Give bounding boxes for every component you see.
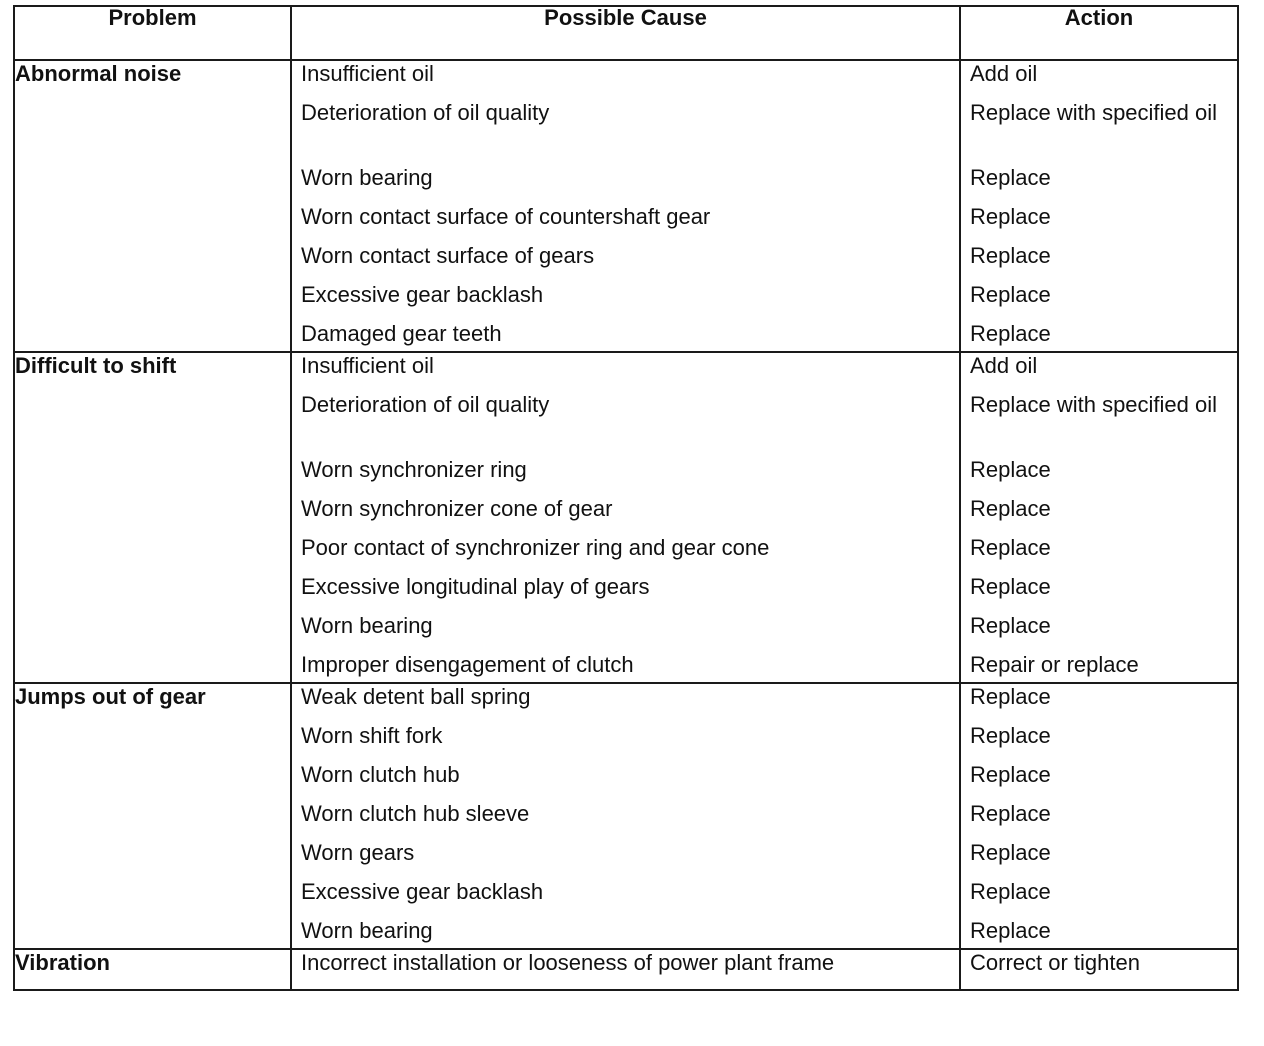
cause-text: Insufficient oil [301,61,434,86]
action-cell [960,352,1238,683]
cause-item [292,574,959,613]
cause-text: Deterioration of oil quality [301,392,550,417]
cause-item [292,61,959,100]
table-row [14,949,1238,990]
cause-text: Improper disengagement of clutch [301,652,634,677]
action-text: Replace with specified oil [970,100,1218,125]
action-text: Replace [970,165,1051,190]
header-problem: Problem [14,6,291,60]
cause-text: Worn bearing [301,165,433,190]
cause-item [292,282,959,321]
action-item [961,496,1237,535]
cause-text: Worn clutch hub [301,762,460,787]
action-item [961,353,1237,392]
action-text: Replace [970,496,1051,521]
cause-item [292,879,959,918]
header-action: Action [960,6,1238,60]
action-item [961,762,1237,801]
action-item [961,723,1237,762]
action-text: Add oil [970,353,1038,378]
action-item [961,801,1237,840]
cause-text: Worn synchronizer cone of gear [301,496,613,521]
cause-item [292,723,959,762]
cause-item [292,204,959,243]
cause-item [292,840,959,879]
action-item [961,684,1237,723]
action-text: Replace [970,321,1051,346]
action-item [961,61,1237,100]
action-item [961,100,1237,165]
action-text: Replace [970,243,1051,268]
action-item [961,392,1237,457]
cause-text: Worn bearing [301,918,433,943]
action-text: Correct or tighten [970,950,1140,975]
cause-cell [291,683,960,949]
action-item [961,282,1237,321]
action-item [961,918,1237,948]
problem-cell: Difficult to shift [14,352,291,683]
table-row [14,683,1238,949]
cause-text: Worn synchronizer ring [301,457,527,482]
cause-text: Excessive longitudinal play of gears [301,574,650,599]
action-text: Replace with specified oil [970,392,1218,417]
action-text: Replace [970,535,1051,560]
cause-cell [291,352,960,683]
troubleshooting-table [13,5,1239,991]
action-item [961,321,1237,351]
cause-text: Worn contact surface of countershaft gear [301,204,711,229]
action-item [961,950,1237,989]
cause-text: Worn shift fork [301,723,443,748]
cause-text: Weak detent ball spring [301,684,531,709]
cause-text: Insufficient oil [301,353,434,378]
cause-item [292,353,959,392]
action-text: Replace [970,684,1051,709]
cause-item [292,918,959,948]
cause-text: Excessive gear backlash [301,282,544,307]
header-row [14,6,1238,60]
cause-text: Damaged gear teeth [301,321,502,346]
cause-text: Incorrect installation or looseness of power plant frame [301,950,835,975]
action-item [961,652,1237,682]
cause-item [292,652,959,682]
cause-item [292,801,959,840]
table-body [14,60,1238,990]
action-item [961,535,1237,574]
cause-cell [291,60,960,352]
cause-text: Worn clutch hub sleeve [301,801,530,826]
action-text: Replace [970,840,1051,865]
cause-text: Worn contact surface of gears [301,243,595,268]
table-row [14,60,1238,352]
cause-item [292,684,959,723]
action-item [961,840,1237,879]
cause-text: Deterioration of oil quality [301,100,550,125]
action-item [961,457,1237,496]
cause-text: Excessive gear backlash [301,879,544,904]
action-item [961,879,1237,918]
action-item [961,613,1237,652]
action-text: Replace [970,613,1051,638]
action-item [961,165,1237,204]
action-item [961,574,1237,613]
action-cell [960,60,1238,352]
cause-item [292,496,959,535]
action-item [961,243,1237,282]
cause-item [292,100,959,165]
cause-item [292,535,959,574]
action-text: Replace [970,204,1051,229]
action-text: Replace [970,879,1051,904]
table-row [14,352,1238,683]
cause-item [292,392,959,457]
cause-item [292,762,959,801]
action-cell [960,683,1238,949]
action-item [961,204,1237,243]
action-text: Replace [970,574,1051,599]
cause-item [292,165,959,204]
action-cell [960,949,1238,990]
problem-cell: Vibration [14,949,291,990]
action-text: Replace [970,723,1051,748]
cause-cell [291,949,960,990]
header-possible-cause: Possible Cause [291,6,960,60]
cause-text: Poor contact of synchronizer ring and gear cone [301,535,770,560]
action-text: Replace [970,282,1051,307]
cause-item [292,613,959,652]
cause-text: Worn bearing [301,613,433,638]
action-text: Replace [970,457,1051,482]
cause-item [292,950,959,989]
cause-item [292,457,959,496]
action-text: Replace [970,801,1051,826]
cause-item [292,321,959,351]
action-text: Repair or replace [970,652,1139,677]
action-text: Replace [970,918,1051,943]
action-text: Replace [970,762,1051,787]
cause-text: Worn gears [301,840,415,865]
problem-cell: Abnormal noise [14,60,291,352]
problem-cell: Jumps out of gear [14,683,291,949]
cause-item [292,243,959,282]
action-text: Add oil [970,61,1038,86]
